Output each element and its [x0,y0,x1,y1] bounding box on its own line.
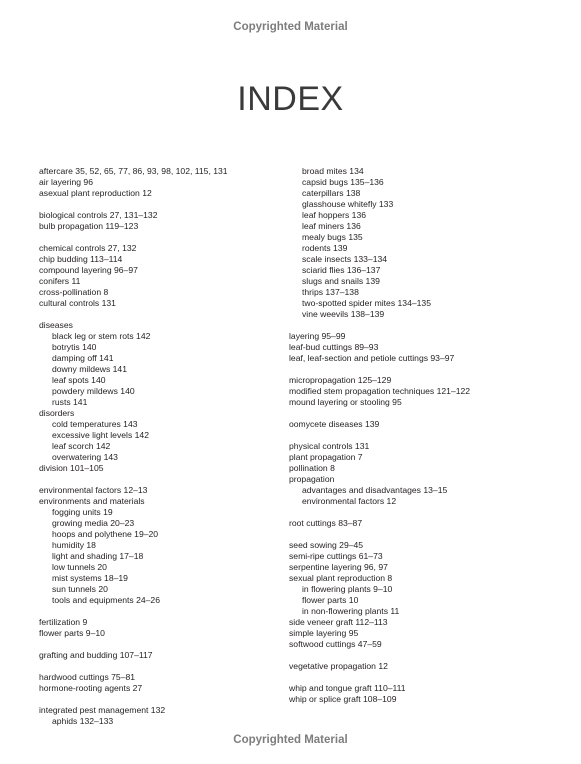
index-entry: hardwood cuttings 75–81 [39,672,136,682]
index-entry: chip budding 113–114 [39,254,123,264]
index-subentry: advantages and disadvantages 13–15 [302,485,448,495]
index-entry: cross-pollination 8 [39,287,109,297]
index-subentry: in non-flowering plants 11 [302,606,400,616]
index-subentry: glasshouse whitefly 133 [302,199,394,209]
index-entry: plant propagation 7 [289,452,363,462]
index-subentry: scale insects 133–134 [302,254,388,264]
index-subentry: cold temperatures 143 [52,419,138,429]
index-subentry: leaf miners 136 [302,221,361,231]
index-group [289,419,574,430]
index-entry: air layering 96 [39,177,93,187]
index-entry: grafting and budding 107–117 [39,650,153,660]
index-group [289,331,574,364]
index-entry: serpentine layering 96, 97 [289,562,388,572]
index-entry: chemical controls 27, 132 [39,243,137,253]
index-subentry: leaf spots 140 [52,375,106,385]
index-entry: bulb propagation 119–123 [39,221,139,231]
index-subentry: excessive light levels 142 [52,430,149,440]
copyright-header: Copyrighted Material [233,21,348,33]
index-column-right [289,166,574,716]
index-entry: hormone-rooting agents 27 [39,683,143,693]
index-entry: disorders [39,408,75,418]
index-entry: mound layering or stooling 95 [289,397,402,407]
index-subentry: tools and equipments 24–26 [52,595,160,605]
index-subentry: powdery mildews 140 [52,386,135,396]
index-subentry: vine weevils 138–139 [302,309,385,319]
index-entry: layering 95–99 [289,331,346,341]
index-subentry: leaf scorch 142 [52,441,111,451]
index-group [289,375,574,408]
index-entry: physical controls 131 [289,441,370,451]
index-entry: fertilization 9 [39,617,88,627]
copyright-footer: Copyrighted Material [233,734,348,746]
index-subentry: mealy bugs 135 [302,232,363,242]
index-entry: asexual plant reproduction 12 [39,188,152,198]
index-entry: root cuttings 83–87 [289,518,363,528]
index-entry: whip or splice graft 108–109 [289,694,397,704]
index-subentry: flower parts 10 [302,595,359,605]
index-group [39,210,284,232]
index-group [39,320,284,474]
index-group [289,518,574,529]
index-subentry: black leg or stem rots 142 [52,331,151,341]
index-subentry: botrytis 140 [52,342,97,352]
index-subentry: fogging units 19 [52,507,113,517]
index-group [39,166,284,199]
index-entry: diseases [39,320,73,330]
index-entry: vegetative propagation 12 [289,661,388,671]
index-entry: seed sowing 29–45 [289,540,364,550]
index-subentry: leaf hoppers 136 [302,210,367,220]
index-subentry: downy mildews 141 [52,364,127,374]
index-group [39,705,284,727]
index-subentry: overwatering 143 [52,452,118,462]
index-entry: semi-ripe cuttings 61–73 [289,551,383,561]
index-entry: environmental factors 12–13 [39,485,148,495]
index-group [39,243,284,309]
index-column-left [39,166,284,738]
index-entry: compound layering 96–97 [39,265,138,275]
index-group [289,683,574,705]
index-group [39,617,284,639]
index-subentry: broad mites 134 [302,166,364,176]
index-group [39,672,284,694]
index-entry: leaf, leaf-section and petiole cuttings 93–97 [289,353,455,363]
index-entry: softwood cuttings 47–59 [289,639,382,649]
index-entry: cultural controls 131 [39,298,116,308]
index-entry: propagation [289,474,335,484]
index-group [289,540,574,650]
index-subentry: slugs and snails 139 [302,276,380,286]
index-group [289,661,574,672]
index-subentry: two-spotted spider mites 134–135 [302,298,431,308]
index-group [289,441,574,507]
index-group [39,485,284,606]
index-entry: simple layering 95 [289,628,359,638]
index-subentry: light and shading 17–18 [52,551,144,561]
index-entry: side veneer graft 112–113 [289,617,388,627]
index-entry: biological controls 27, 131–132 [39,210,158,220]
index-entry: conifers 11 [39,276,81,286]
index-entry: oomycete diseases 139 [289,419,380,429]
index-subentry: rodents 139 [302,243,348,253]
index-entry: flower parts 9–10 [39,628,105,638]
index-subentry: low tunnels 20 [52,562,107,572]
index-entry: modified stem propagation techniques 121–122 [289,386,471,396]
index-subentry: sun tunnels 20 [52,584,108,594]
index-subentry: growing media 20–23 [52,518,135,528]
index-subentry: caterpillars 138 [302,188,361,198]
index-subentry: sciarid flies 136–137 [302,265,381,275]
index-subentry: in flowering plants 9–10 [302,584,393,594]
index-subentry: mist systems 18–19 [52,573,128,583]
index-entry: sexual plant reproduction 8 [289,573,393,583]
index-subentry: rusts 141 [52,397,88,407]
index-entry: aftercare 35, 52, 65, 77, 86, 93, 98, 102, 115, 131 [39,166,228,176]
index-entry: division 101–105 [39,463,104,473]
index-entry: integrated pest management 132 [39,705,166,715]
index-subentry: humidity 18 [52,540,96,550]
index-subentry: capsid bugs 135–136 [302,177,384,187]
index-entry: environments and materials [39,496,145,506]
index-group [289,166,574,320]
index-entry: whip and tongue graft 110–111 [289,683,406,693]
index-entry: pollination 8 [289,463,335,473]
index-subentry: thrips 137–138 [302,287,359,297]
page-title: INDEX [237,80,344,118]
index-subentry: aphids 132–133 [52,716,114,726]
index-subentry: damping off 141 [52,353,114,363]
index-subentry: hoops and polythene 19–20 [52,529,159,539]
index-entry: micropropagation 125–129 [289,375,392,385]
index-entry: leaf-bud cuttings 89–93 [289,342,379,352]
index-group [39,650,284,661]
index-subentry: environmental factors 12 [302,496,397,506]
